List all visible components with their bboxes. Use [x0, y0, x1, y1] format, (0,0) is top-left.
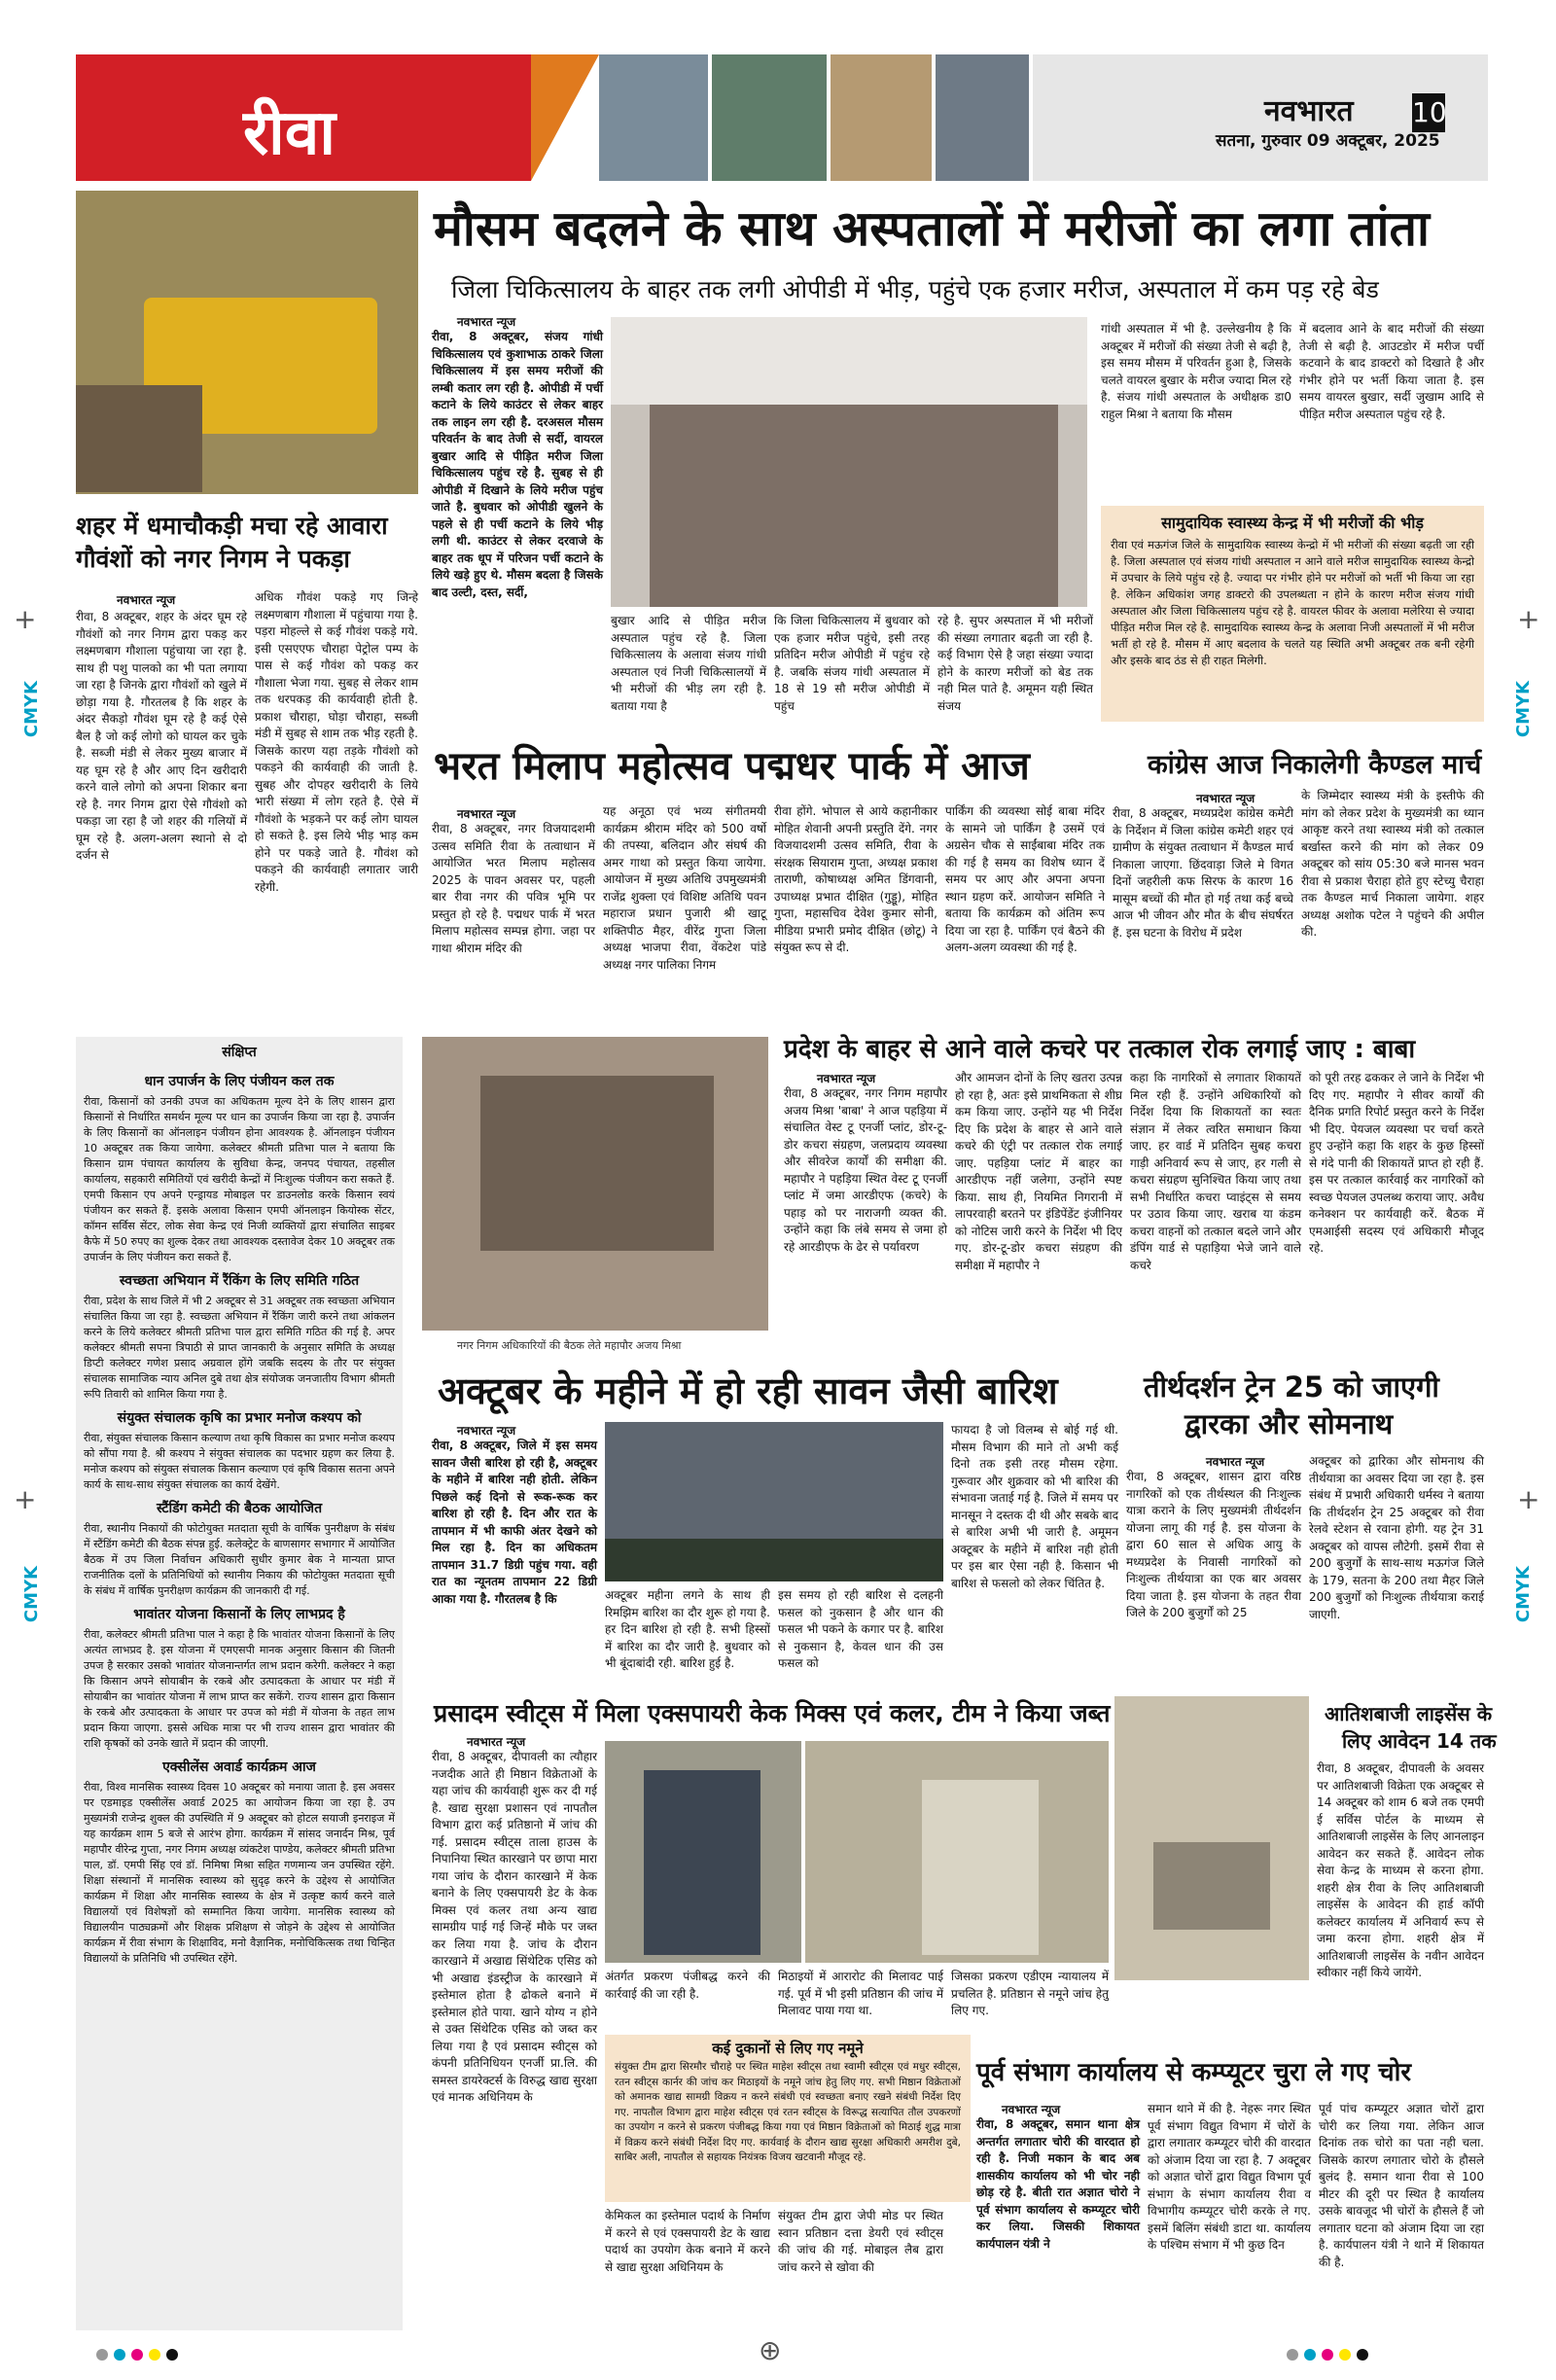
brief-text: रीवा, प्रदेश के साथ जिले में भी 2 अक्टूबर से 31 अक्टूबर तक स्वच्छता अभियान संचालित किया जा रहा है. स्वच्छता अभियान में रैंकिंग जारी करने तथा आंकलन करने के लिये कलेक्टर श्रीमती प्रतिभा पाल द्वारा समिति गठित की गई है. अपर कलेक्टर श्रीमती सपना त्रिपाठी से प्राप्त जानकारी के अनुसार समिति के अध्यक्ष डिप्टी कलेक्टर गणेश प्रसाद अग्रवाल होंगे जबकि सदस्य के तौर पर संयुक्त संचालक सामाजिक न्याय अनिल दुबे तथा क्षेत्र संयोजक जनजातीय विभाग श्रीमती रूपि तिवारी को शामिल किया गया है. [84, 1295, 395, 1401]
theft-col-1: रीवा, 8 अक्टूबर, समान थाना क्षेत्र अन्तर्गत लगातार चोरी की वारदात हो रही है. निजी मकान के बाद अब शासकीय कार्यालय को भी चोर नही छोड़ रहे है. बीती रात अज्ञात चोरो ने पूर्व संभाग कार्यालय से कम्प्यूटर चोरी कर लिया. जिसकी शिकायत कार्यपालन यंत्री ने [976, 2117, 1140, 2251]
cattle-byline: नवभारत न्यूज [117, 593, 176, 607]
rain-headline: अक्टूबर के महीने में हो रही सावन जैसी बारिश [438, 1369, 1058, 1412]
theft-col-3: पूर्व पांच कम्प्यूटर अज्ञात चोरों द्वारा चोरी कर लिया गया. लेकिन आज दिनांक तक चोरो का पता नही चला. जिसके कारण लगातार चोरो के हौसले बुलंद है. समान थाना रीवा से 100 मीटर की दूरी पर स्थित है कार्यालय उसके बावजूद भी चोरों के हौसले हैं जो लगातार घटना को अंजाम दिया जा रहा है. कार्यपालन यंत्री ने थाने में शिकायत की है. [1319, 2102, 1484, 2269]
lead-col-5: गांधी अस्पताल में भी है. उल्लेखनीय है कि अक्टूबर में मरीजों की संख्या तेजी से बढ़ी है, इस समय मौसम में परिवर्तन हुआ है, जिसके चलते वायरल बुखार के मरीज ज्यादा मिल रहे है. संजय गांधी अस्पताल के अधीक्षक डा0 राहुल मिश्रा ने बताया कि मौसम [1101, 322, 1291, 421]
fireworks-col-1: रीवा, 8 अक्टूबर, दीपावली के अवसर पर आतिशबाजी विक्रेता एक अक्टूबर से 14 अक्टूबर को शाम 6 बजे तक एमपी ई सर्विस पोर्टल के माध्यम से आतिशबाजी लाइसेंस के लिए आनलाइन आवेदन कर सकते हैं. आवेदन लोक सेवा केन्द्र के माध्यम से करना होगा. शहरी क्षेत्र रीवा के लिए आतिशबाजी लाइसेंस के आवेदन की हार्ड कॉपी कलेक्टर कार्यालय में अनिवार्य रूप से जमा करना होगा. शहरी क्षेत्र में आतिशबाजी लाइसेंस के नवीन आवेदन स्वीकार नहीं किये जायेंगे. [1317, 1761, 1484, 1979]
brief-item [84, 1271, 395, 1403]
banner-photo-4 [936, 54, 1029, 181]
brief-head: धान उपार्जन के लिए पंजीयन कल तक [144, 1074, 335, 1089]
rain-col-2-text: हर दिन बारिश हो रही है. सभी हिस्सों में बारिश का दौर जारी है. बुधवार को भी बूंदाबांदी रही. बारिश हुई है. [605, 1622, 770, 1670]
pilgrimage-headline-1: तीर्थदर्शन ट्रेन 25 को जाएगी [1144, 1370, 1439, 1403]
sweets-col-1: रीवा, 8 अक्टूबर, दीपावली का त्यौहार नजदीक आते ही मिष्ठान विक्रेताओं के यहा जांच की कार्यवाही शुरू कर दी गई है. खाद्य सुरक्षा प्रशासन एवं नापतौल विभाग द्वारा कई प्रतिष्ठानो में जांच की गई. प्रसादम स्वीट्स ताला हाउस के निपानिया स्थित कारखाने पर छापा मारा गया जांच के दौरान कारखाने में केक बनाने के लिए एक्सपायरी डेट के केक मिक्स एवं कलर तथा अन्य खाद्य सामग्रीय पाई गई जिन्हें मौके पर जब्त कर लिया गया है. जांच के दौरान कारखाने में अखाद्य सिंथेटिक एसिड को भी अखाद्य इंडस्ट्रीज के कारखाने में इस्तेमाल होता है ढोकले बनाने में इस्तेमाल होते पाया. खाने योग्य न होने से उक्त सिंथेटिक एसिड को जब्त कर लिया गया है एवं प्रसादम स्वीट्स को कंपनी प्रतिनिधियन एनर्जी प्रा.लि. की समस्त डायरेक्टर्स के विरुद्ध खाद्य सुरक्षा एवं मानक अधिनियम के [432, 1750, 597, 2104]
congress-headline: कांग्रेस आज निकालेगी कैण्डल मार्च [1148, 750, 1482, 780]
lead-sidebar-title: सामुदायिक स्वास्थ्य केन्द्र में भी मरीजों की भीड़ [1161, 514, 1424, 532]
theft-headline: पूर्व संभाग कार्यालय से कम्प्यूटर चुरा ले गए चोर [976, 2058, 1411, 2087]
cattle-col-1: रीवा, 8 अक्टूबर, शहर के अंदर घूम रहे गौवंशों को नगर निगम द्वारा पकड़ कर लक्ष्मणबाग गौशाला पहुंचाया जा रहा है. साथ ही पशु पालको का भी पता लगाया जा रहा है जिनके द्वारा गौवंशों को खुले में छोड़ा गया है. गौरतलब है कि शहर के अंदर सैकड़ो गौवंश घूम रहे है कई ऐसे बैल है जो कई लोगो को घायल कर चुके है. सब्जी मंडी से लेकर मुख्य बाजार में यह घूम रहे है और आए दिन खरीदारी करने वाले लोगो को अपना शिकार बना रहे है. नगर निगम द्वारा ऐसे गौवंशो को पकड़ा जा रहा है जो शहर की गलियों में घूम रहे है. अलग-अलग स्थानो से दो दर्जन से [76, 610, 247, 862]
bharat-milap-headline: भरत मिलाप महोत्सव पद्मधर पार्क में आज [434, 744, 1030, 789]
cattle-photo [76, 191, 418, 494]
rain-col-3: इस समय हो रही बारिश से दलहनी फसल को नुकसान है और धान की फसल भी पकने के कगार पर है. बारिश से नुकसान है, केवल धान की उस फसल को [778, 1588, 943, 1670]
lead-subhead: जिला चिकित्सालय के बाहर तक लगी ओपीडी में भीड़, पहुंचे एक हजार मरीज, अस्पताल में कम पड़ रहे बेड [451, 275, 1379, 303]
garbage-col-4: को पूरी तरह ढककर ले जाने के निर्देश भी दिए गए. महापौर ने सीवर कार्यों की दैनिक प्रगति रिपोर्ट प्रस्तुत करने के निर्देश भी दिए. पेयजल व्यवस्था पर चर्चा करते हुए उन्होंने कहा कि शहर के कुछ हिस्सों से गंदे पानी की शिकायतें प्राप्त हो रही हैं. इस पर तत्काल कार्रवाई कर नागरिकों को स्वच्छ पेयजल उपलब्ध कराया जाए. अवैध कनेक्शन पर कार्यवाही करें. बैठक में एमआईसी सदस्य एवं अधिकारी मौजूद रहे. [1309, 1071, 1484, 1255]
garbage-meeting-photo [422, 1037, 768, 1331]
brief-text: रीवा, विश्व मानसिक स्वास्थ्य दिवस 10 अक्टूबर को मनाया जाता है. इस अवसर पर एडमाइड एक्सीलेंस अवार्ड 2025 का आयोजन किया जा रहा है. उप मुख्यमंत्री राजेन्द्र शुक्ल की उपस्थिति में 9 अक्टूबर को होटल सयाजी इनराइज में यह कार्यक्रम शाम 5 बजे से आरंभ होगा. कार्यक्रम में सांसद जनार्दन मिश्र, पूर्व महापौर वीरेन्द्र गुप्ता, नगर निगम अध्यक्ष व्यंकटेश पाण्डेय, कलेक्टर श्रीमती प्रतिभा पाल, डॉ. एमपी सिंह एवं डॉ. निमिषा मिश्रा सहित गणमान्य जन उपस्थित रहेंगे. शिक्षा संस्थानों में मानसिक स्वास्थ्य को सुदृढ़ करने के उद्देश्य से आयोजित कार्यक्रम में शिक्षा और मानसिक स्वास्थ्य के क्षेत्र में उत्कृष्ट कार्य करने वाले विद्यालयों एवं विशेषज्ञों को सम्मानित किया जायेगा. मानसिक स्वास्थ्य को विद्यालयीन पाठ्यक्रमों और शिक्षक प्रशिक्षण से जोड़ने के उद्देश्य से आयोजित कार्यक्रम में रीवा संभाग के शिक्षाविद, मनो वैज्ञानिक, मनोचिकित्सक तथा चिन्हित विद्यालयों के प्रतिनिधि भी उपस्थित रहेंगे. [84, 1781, 395, 1965]
brief-head: स्वच्छता अभियान में रैंकिंग के लिए समिति गठित [119, 1273, 360, 1289]
page-number: 10 [1412, 93, 1445, 132]
paper-name: नवभारत [1264, 94, 1354, 128]
lead-col-3: कि जिला चिकित्सालय में बुधवार को एक हजार मरीज पहुंचे, इसी तरह प्रतिदिन मरीज ओपीडी में पहुंच रहे है. जबकि संजय गांधी अस्पताल में 18 से 19 सौ मरीज ओपीडी में पहुंच [774, 614, 930, 713]
registration-cross-left-2: + [14, 1483, 37, 1515]
congress-byline: नवभारत न्यूज [1196, 792, 1255, 805]
rain-col-2 [605, 1587, 770, 1688]
cmyk-mark-right-top: CMYK [1513, 681, 1534, 738]
city-title: रीवा [243, 97, 336, 169]
garbage-col-2: और आमजन दोनों के लिए खतरा उत्पन्न हो रहा है, अतः इसे प्राथमिकता से शीघ्र कम किया जाए. उन्होंने यह भी निर्देश दिए कि प्रदेश के बाहर से आने वाले कचरे की एंट्री पर तत्काल रोक लगाई जाए. पहड़िया प्लांट में बाहर का आरडीएफ नहीं जलेगा, उन्होंने स्पष्ट किया. साथ ही, नियमित निगरानी में लापरवाही बरतने पर इंडिपेंडेंट इंजीनियर को नोटिस जारी करने के निर्देश भी दिए गए. डोर-टू-डोर कचरा संग्रहण की समीक्षा में महापौर ने [955, 1071, 1122, 1272]
pilgrimage-byline: नवभारत न्यूज [1206, 1455, 1265, 1469]
brief-text: रीवा, कलेक्टर श्रीमती प्रतिभा पाल ने कहा है कि भावांतर योजना किसानों के लिए अत्यंत लाभप्रद है. इस योजना में एमएसपी मानक अनुसार किसान की जितनी उपज है सरकार उसको भावांतर योजनान्तर्गत लाभ प्रदान करेगी. कलेक्टर ने कहा कि किसान अपने सोयाबीन के रकबे और उत्पादकता के आधार पर मंडी में सोयाबीन का भावांतर योजना में लाभ प्राप्त कर सकेंगे. राज्य शासन द्वारा किसान के रकबे और उत्पादकता के आधार पर उपज को मंडी में योजना के तहत लाभ प्रदान किया जाएगा. इससे अधिक मात्रा पर भी राज्य शासन द्वारा भावांतर की राशि कृषकों को उनके खाते में प्रदान की जाएगी. [84, 1628, 395, 1750]
lead-col-1: रीवा, 8 अक्टूबर, संजय गांधी चिकित्सालय एवं कुशाभाऊ ठाकरे जिला चिकित्सालय में इस समय मरीजों की लम्बी कतार लग रही है. ओपीडी में पर्ची कटाने के लिये काउंटर से लेकर बाहर तक लाइन लग रही है. दरअसल मौसम परिवर्तन के बाद तेजी से सर्दी, वायरल बुखार आदि से पीड़ित मरीज जिला चिकित्सालय पहुंच रहे है. सुबह से ही ओपीडी में दिखाने के लिये मरीज पहुंच जाते है. बुधवार को ओपीडी खुलने के पहले से ही पर्ची कटाने के लिये भीड़ लगी थी. काउंटर से लेकर दरवाजे के बाहर तक धूप में परिजन पर्ची कटाने के लिये खड़े हुए थे. मौसम बदला है जिसके बाद उल्टी, दस्त, सर्दी, [432, 330, 603, 599]
pilgrimage-col-1: रीवा, 8 अक्टूबर, शासन द्वारा वरिष्ठ नागरिकों को एक तीर्थस्थल की निःशुल्क यात्रा कराने के लिए मुख्यमंत्री तीर्थदर्शन योजना लागू की गई है. इस योजना के द्वारा 60 साल से अधिक आयु के मध्यप्रदेश के निवासी नागरिकों को निःशुल्क तीर्थयात्रा का एक बार अवसर दिया जाता है. इस योजना के तहत रीवा जिले के 200 बुजुर्गों को 25 [1126, 1470, 1301, 1619]
cattle-col-2: अधिक गौवंश पकड़े गए जिन्हे लक्ष्मणबाग गौशाला में पहुंचाया गया है. पड़रा मोहल्ले से कई गौवंश पकड़े गये. इसी एसएएफ चौराहा पेट्रोल पम्प के पास से कई गौवंश को पकड़ कर गौशाला भेजा गया. सुबह से लेकर शाम तक धरपकड़ की कार्यवाही होती है. प्रकाश चौराहा, घोड़ा चौराहा, सब्जी मंडी में सुबह से शाम तक भीड़ रहती है. जिसके कारण यहा तड़के गौवंशो को पकड़ने की कार्यवाही की जाती है. सुबह और दोपहर खरीदारी के लिये भारी संख्या में लोग रहते है. ऐसे में गौवंशो के भड़कने पर कई लोग घायल हो सकते है. इस लिये भीड़ भाड़ कम होने पर पकड़े जाते है. गौवंश को पकड़ने की कार्यवाही लगातार जारी रहेगी. [255, 590, 418, 894]
brief-text: रीवा, स्थानीय निकायों की फोटोयुक्त मतदाता सूची के वार्षिक पुनरीक्षण के संबंध में स्टैंडिंग कमेटी की बैठक संपन्न हुई. कलेक्ट्रेट के बाणसागर सभागार में आयोजित बैठक में उप जिला निर्वाचन अधिकारी सुधीर कुमार बेक ने मान्यता प्राप्त राजनीतिक दलों के प्रतिनिधियों को स्थानीय निकाय की फोटोयुक्त मतदाता सूची के संबंध में वार्षिक पुनरीक्षण कार्यक्रम की जानकारी दी गई. [84, 1522, 395, 1597]
cmyk-mark-right-bottom: CMYK [1513, 1566, 1534, 1623]
brief-head: संयुक्त संचालक कृषि का प्रभार मनोज कश्यप को [117, 1410, 362, 1426]
garbage-col-1: रीवा, 8 अक्टूबर, नगर निगम महापौर अजय मिश्रा 'बाबा' ने आज पहड़िया में संचालित वेस्ट टू एनर्जी प्लांट, डोर-टू-डोर कचरा संग्रहण, जलप्रदाय व्यवस्था और सीवरेज कार्यों की समीक्षा की. महापौर ने पहड़िया स्थित वेस्ट टू एनर्जी प्लांट में जमा आरडीएफ (कचरे) के पहाड़ को पर नाराजगी व्यक्त की. उन्होंने कहा कि लंबे समय से जमा हो रहे आरडीएफ के ढेर से पर्यावरण [784, 1086, 947, 1254]
lead-col-6: में बदलाव आने के बाद मरीजों की संख्या तेजी से बढ़ी है. आउटडोर में मरीज पर्ची कटवाने के बाद डाक्टरो को दिखाते है और गंभीर होने पर भर्ती किया जाता है. इस समय वायरल बुखार, सर्दी जुखाम आदि से पीड़ित मरीज अस्पताल पहुंच रहे है. [1299, 322, 1484, 421]
bharat-milap-col-1: रीवा, 8 अक्टूबर, नगर विजयादशमी उत्सव समिति रीवा के तत्वाधान में आयोजित भरत मिलाप महोत्सव 2025 के पावन अवसर पर, पहली बार रीवा नगर की पवित्र भूमि पर प्रस्तुत हो रहे है. पद्मधर पार्क में भरत मिलाप महोत्सव सम्पन्न होगा. जहा पर गाथा श्रीराम मंदिर की [432, 822, 595, 955]
pilgrimage-headline-2: द्वारका और सोमनाथ [1185, 1407, 1394, 1440]
rain-col-4: फायदा है जो विलम्ब से बोई गई थी. मौसम विभाग की माने तो अभी कई दिनो तक इसी तरह मौसम रहेगा. गुरूवार और शुक्रवार को भी बारिश की संभावना जताई गई है. जिले में समय पर मानसून ने दस्तक दी थी और सबके बाद से बारिश अभी भी जारी है. अमूमन अक्टूबर के महीने में बारिश नही होती पर इस बार ऐसा नही है. किसान भी बारिश से फसलो को लेकर चिंतित है. [951, 1423, 1118, 1590]
congress-col-1: रीवा, 8 अक्टूबर, मध्यप्रदेश कांग्रेस कमेटी के निर्देशन में जिला कांग्रेस कमेटी शहर एवं ग्रामीण के संयुक्त तत्वाधान में कैण्डल मार्च निकाला जाएगा. छिंदवाड़ा जिले मे विगत दिनों जहरीली कफ सिरफ के कारण 16 मासूम बच्चों की मौत हो गई तथा कई बच्चे आज भी जीवन और मौत के बीच संघर्षरत हैं. इस घटना के विरोध में प्रदेश [1113, 806, 1293, 940]
brief-text: रीवा, किसानों को उनकी उपज का अधिकतम मूल्य देने के लिए शासन द्वारा किसानों से निर्धारित समर्थन मूल्य पर धान का उपार्जन किया जा रहा है. उपार्जन के लिए किसानों का ऑनलाइन पंजीयन होना आवश्यक है. ऑनलाइन पंजीयन 10 अक्टूबर तक किया जायेगा. कलेक्टर श्रीमती प्रतिभा पाल ने बताया कि किसान ग्राम पंचायत कार्यालय के सुविधा केन्द्र, जनपद पंचायत, तहसील कार्यालय, सहकारी समितियों एवं खरीदी केन्द्रों में निःशुल्क पंजीयन करा सकते हैं. एमपी किसान एप अपने एन्ड्रायड मोबाइल पर डाउनलोड करके किसान स्वयं पंजीयन कर सकते हैं. इसके अलावा किसान एमपी ऑनलाइन कियोस्क सेंटर, कॉमन सर्विस सेंटर, लोक सेवा केन्द्र एवं निजी व्यक्तियों द्वारा संचालित साइबर कैफे में 50 रुपए का शुल्क देकर तथा आवश्यक दस्तावेज देकर 10 अक्टूबर तक उपार्जन के लिए पंजीयन करा सकते हैं. [84, 1095, 395, 1263]
sweets-col-4: जिसका प्रकरण एडीएम न्यायालय में प्रचलित है. प्रतिष्ठान से नमूने जांच हेतु लिए गए. [951, 1970, 1109, 2017]
brief-head: भावांतर योजना किसानों के लिए लाभप्रद है [133, 1607, 345, 1622]
registration-cross-bottom: ⊕ [759, 2334, 782, 2366]
rain-clouds-photo [605, 1422, 943, 1581]
cmyk-mark-left-top: CMYK [21, 681, 42, 738]
garbage-photo-caption: नगर निगम अधिकारियों की बैठक लेते महापौर अजय मिश्रा [457, 1339, 682, 1352]
brief-item [84, 1758, 395, 1967]
rain-photo-caption: अक्टूबर महीना लगने के साथ ही रिमझिम बारिश का दौर शुरू हो गया है. [605, 1588, 770, 1619]
masthead-accent [531, 54, 599, 181]
sweets-headline: प्रसादम स्वीट्स में मिला एक्सपायरी केक मिक्स एवं कलर, टीम ने किया जब्त [434, 1699, 1111, 1727]
registration-cross-left: + [14, 603, 37, 635]
bharat-milap-col-2: यह अनूठा एवं भव्य संगीतमयी कार्यक्रम श्रीराम मंदिर को 500 वर्षो की तपस्या, बलिदान और संघर्ष की अमर गाथा को प्रस्तुत किया जायेगा. आयोजन में मुख्य अतिथि उपमुख्यमंत्री राजेंद्र शुक्ला एवं विशिष्ट अतिथि पवन महाराज प्रधान पुजारी श्री खाटू शक्तिपीठ मैहर, वीरेंद्र गुप्ता जिला अध्यक्ष भाजपा रीवा, वेंकटेश पांडे अध्यक्ष नगर पालिका निगम [603, 804, 766, 972]
bharat-milap-byline: नवभारत न्यूज [457, 807, 516, 821]
brief-text: रीवा, संयुक्त संचालक किसान कल्याण तथा कृषि विकास का प्रभार मनोज कश्यप को सौंपा गया है. श्री कश्यप ने संयुक्त संचालक का पदभार ग्रहण कर लिया है. मनोज कश्यप को संयुक्त संचालक किसान कल्याण एवं कृषि विकास सतना अपने कार्य के साथ-साथ संयुक्त संचालक का कार्य देखेंगे. [84, 1432, 395, 1491]
bharat-milap-col-3: रीवा होंगे. भोपाल से आये कहानीकार मोहित शेवानी अपनी प्रस्तुति देंगे. नगर विजयादशमी उत्सव समिति, रीवा के संरक्षक सियाराम गुप्ता, अध्यक्ष प्रकाश ताराणी, कोषाध्यक्ष अमित डिंगवानी, उपाध्यक्ष प्रभात दीक्षित (गुड्डू), मोहित गुप्ता, महासचिव देवेश कुमार सोनी, मीडिया प्रभारी प्रमोद दीक्षित (छोटू) ने संयुक्त रूप से दी. [774, 804, 937, 954]
lead-byline: नवभारत न्यूज [457, 315, 516, 329]
sweets-sidebar-title: कई दुकानों से लिए गए नमूने [712, 2040, 864, 2057]
lead-hospital-photo [611, 317, 1087, 607]
fireworks-headline-2: लिए आवेदन 14 तक [1342, 1729, 1497, 1753]
bharat-milap-col-4: पार्किंग की व्यवस्था सोई बाबा मंदिर के सामने जो पार्किंग है उसमें एवं अग्रसेन चौक से साईंबाबा मंदिर तक की गई है समय का विशेष ध्यान दें समय पर आए और अपना अपना स्थान ग्रहण करें. आयोजन समिति ने बताया कि कार्यक्रम को अंतिम रूप दिया जा रहा है. पार्किंग एवं बैठने की अलग-अलग व्यवस्था की गई है. [945, 804, 1105, 954]
sweets-sidebar-text: संयुक्त टीम द्वारा सिरमौर चौराहे पर स्थित माहेश स्वीट्स तथा स्वामी स्वीट्स एवं मधुर स्वीट्स, रतन स्वीट्स कार्नर की जांच कर मिठाइयों के नमूने जांच हेतु लिए गए. सभी मिष्ठान विक्रेताओं को अमानक खाद्य सामग्री विक्रय न करने संबंधी एवं स्वच्छता बनाए रखने संबंधी निर्देश दिए गए. नापतौल विभाग द्वारा माहेश स्वीट्स एवं रतन स्वीट्स के विरूद्ध सत्यापित तौल उपकरणों का उपयोग न करने से प्रकरण पंजीबद्ध किया गया एवं मिष्ठान विक्रेताओं को मिठाई शुद्ध मात्रा में विक्रय करने संबंधी निर्देश दिए गए. कार्यवाई के दौरान खाद्य सुरक्षा अधिकारी अमरीश दुबे, साबिर अली, नापतौल से सहायक नियंत्रक विजय खटवानी मौजूद रहे. [615, 2061, 961, 2163]
registration-cross-right: + [1517, 603, 1540, 635]
sweets-caption-2: मिठाइयों में आरारोट की मिलावट पाई गई. पूर्व में भी इसी प्रतिष्ठान की जांच में मिलावट पाया गया था. [778, 1970, 943, 2017]
brief-item [84, 1499, 395, 1599]
brief-item [84, 1408, 395, 1493]
brief-item [84, 1605, 395, 1752]
date-line: सतना, गुरुवार 09 अक्टूबर, 2025 [1216, 131, 1440, 151]
fireworks-headline-1: आतिशबाजी लाइसेंस के [1325, 1702, 1493, 1725]
sweets-col-3: संयुक्त टीम द्वारा जेपी मोड पर स्थित स्वान प्रतिष्ठान दत्ता डेयरी एवं स्वीट्स की जांच की गई. मोबाइल लैब द्वारा जांच करने से खोवा की [778, 2209, 943, 2274]
brief-head: एक्सीलेंस अवार्ड कार्यक्रम आज [162, 1759, 316, 1775]
banner-photo-1 [599, 54, 708, 181]
briefs-list [84, 1066, 395, 2327]
office-theft-photo [1114, 1696, 1309, 1980]
sweets-byline: नवभारत न्यूज [467, 1735, 526, 1749]
registration-dots-right [1284, 2346, 1371, 2364]
registration-cross-right-2: + [1517, 1483, 1540, 1515]
sweets-inspection-photo-2 [805, 1741, 1109, 1963]
registration-dots-left [93, 2346, 181, 2364]
pilgrimage-col-2: अक्टूबर को द्वारिका और सोमनाथ की तीर्थयात्रा का अवसर दिया जा रहा है. इस संबंध में प्रभारी अधिकारी धर्मस्व ने बताया कि तीर्थदर्शन ट्रेन 25 अक्टूबर को रीवा रेलवे स्टेशन से रवाना होगी. यह ट्रेन 31 अक्टूबर को वापस लौटेगी. इसमें रीवा से 200 बुजुर्गों के साथ-साथ मऊगंज जिले के 179, सतना के 200 तथा मैहर जिले 200 बुजुर्गों को निःशुल्क तीर्थयात्रा कराई जाएगी. [1309, 1454, 1484, 1621]
congress-col-2: के जिम्मेदार स्वास्थ्य मंत्री के इस्तीफे की मांग को लेकर प्रदेश के मुख्यमंत्री का ध्यान आकृष्ट करने तथा स्वास्थ्य मंत्री को तत्काल बर्खास्त करने की मांग को लेकर 09 अक्टूबर को सांय 05:30 बजे मानस भवन रीवा से प्रकाश चैराहा होते हुए स्टेच्यु चैराहा तक कैण्डल मार्च निकाला जायेगा. शहर अध्यक्ष अशोक पटेल ने पहुंचने की अपील की. [1301, 789, 1484, 939]
cmyk-mark-left-bottom: CMYK [21, 1566, 42, 1623]
briefs-title: संक्षिप्त [222, 1045, 257, 1060]
lead-col-2: बुखार आदि से पीड़ित मरीज अस्पताल पहुंच रहे है. जिला चिकित्सालय के अलावा संजय गांधी अस्पताल एवं निजी चिकित्सालयों में भी मरीजों की भीड़ लग रही है. बताया गया है [611, 614, 766, 713]
rain-col-1: रीवा, 8 अक्टूबर, जिले में इस समय सावन जैसी बारिश हो रही है, अक्टूबर के महीने में बारिश नही होती. लेकिन पिछले कई दिनो से रूक-रूक कर बारिश हो रही है. दिन और रात के तापमान में भी काफी अंतर देखने को मिल रहा है. दिन का अधिकतम तापमान 31.7 डिग्री पहुंच गया. वही रात का न्यूनतम तापमान 22 डिग्री आका गया है. गौरतलब है कि [432, 1439, 597, 1606]
sweets-inspection-photo-1 [605, 1741, 801, 1963]
garbage-byline: नवभारत न्यूज [817, 1072, 876, 1085]
garbage-col-3: कहा कि नागरिकों से लगातार शिकायतें मिल रही हैं. उन्होंने अधिकारियों को निर्देश दिया कि शिकायतों का स्वतः संज्ञान में लेकर त्वरित समाधान किया जाए. हर वार्ड में प्रतिदिन सुबह कचरा गाड़ी अनिवार्य रूप से जाए, हर गली से कचरा संग्रहण सुनिश्चित किया जाए तथा सभी निर्धारित कचरा प्वाइंट्स से समय पर उठाव किया जाए. खराब या कंडम कचरा वाहनों को तत्काल बदले जाने और डंपिंग यार्ड से पहाड़िया भेजे जाने वाले कचरे [1130, 1071, 1301, 1272]
banner-photo-2 [712, 54, 827, 181]
brief-item [84, 1072, 395, 1265]
lead-headline: मौसम बदलने के साथ अस्पतालों में मरीजों का लगा तांता [434, 200, 1430, 257]
theft-byline: नवभारत न्यूज [1002, 2103, 1061, 2116]
theft-col-2: समान थाने में की है. नेहरू नगर स्थित पूर्व संभाग विद्युत विभाग में चोरों के द्वारा लगातार कम्प्यूटर चोरी की वारदात को अंजाम दिया जा रहा है. 7 अक्टूबर को अज्ञात चोरों द्वारा विद्युत विभाग पूर्व संभाग के संभाग कार्यालय रीवा व विभागीय कम्प्यूटर चोरी करके ले गए. इसमें बिलिंग संबंधी डाटा था. कार्यालय के पश्चिम संभाग में भी कुछ दिन [1148, 2102, 1311, 2252]
brief-head: स्टैंडिंग कमेटी की बैठक आयोजित [156, 1501, 323, 1516]
sweets-col-2: केमिकल का इस्तेमाल पदार्थ के निर्माण में करने से एवं एक्सपायरी डेट के खाद्य पदार्थ का उपयोग केक बनाने में करने से खाद्य सुरक्षा अधिनियम के [605, 2209, 770, 2274]
sweets-caption-1: अंतर्गत प्रकरण पंजीबद्ध करने की कार्रवाई की जा रही है. [605, 1970, 770, 2001]
banner-photo-3 [831, 54, 932, 181]
garbage-headline: प्रदेश के बाहर से आने वाले कचरे पर तत्काल रोक लगाई जाए : बाबा [784, 1035, 1416, 1064]
lead-col-4: रहे है. सुपर अस्पताल में भी मरीजों की संख्या लगातार बढ़ती जा रही है. कई विभाग ऐसे है जहा संख्या ज्यादा होने के कारण मरीजों को बेड तक नही मिल पाते है. अमूमन यही स्थित संजय [937, 614, 1093, 713]
cattle-headline: शहर में धमाचौकड़ी मचा रहे आवारा गौवंशों को नगर निगम ने पकड़ा [76, 512, 388, 573]
rain-byline: नवभारत न्यूज [457, 1424, 516, 1438]
lead-sidebar-text: रीवा एवं मऊगंज जिले के सामुदायिक स्वास्थ्य केन्द्रो में भी मरीजों की संख्या बढ़ती जा रही है. जिला अस्पताल एवं संजय गांधी अस्पताल न आने वाले मरीज सामुदायिक स्वास्थ्य केन्द्रो में उपचार के लिये पहुंच रहे है. ज्यादा पर गंभीर होने पर मरीजों को भर्ती भी किया जा रहा है. लेकिन अधिकांश जगह डाक्टरो की उपलब्धता न होने के कारण मरीज संजय गांधी अस्पताल और जिला चिकित्सालय पहुंच रहे है. वायरल फीवर के अलावा मलेरिया से ज्यादा पीड़ित मरीज मिल रहे है. सामुदायिक स्वास्थ्य केन्द्र के अलावा निजी अस्पतालों में भी मरीज भर्ती हो रहे है. मौसम में आए बदलाव के चलते यह स्थिति अभी अक्टूबर तक बनी रहेगी और इसके बाद ठंड से ही राहत मिलेगी. [1111, 538, 1474, 667]
